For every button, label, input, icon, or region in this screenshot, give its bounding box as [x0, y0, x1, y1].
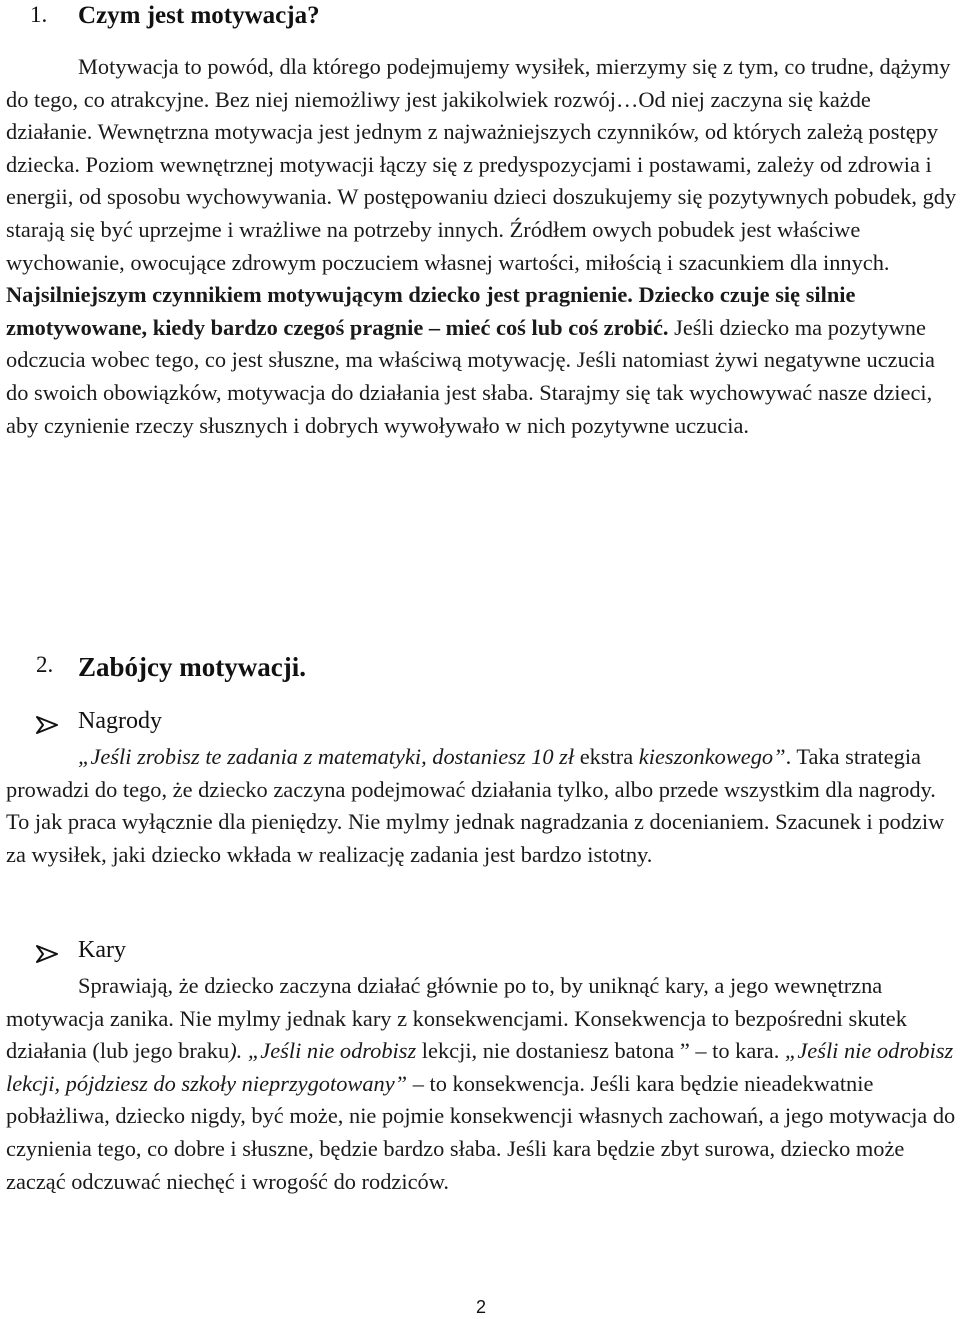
page-number: 2: [476, 1297, 487, 1317]
kary-text-1: Sprawiają, że dziecko zaczyna działać głównie po to, by uniknąć kary, a jego wewnętrzna motywacja zanika. Nie mylmy jednak kary z konsekwencjami. Konsekwencja to bezpośredni skutek działania (lub jego braku: [6, 973, 907, 1064]
arrowhead-bullet-icon: [36, 945, 58, 963]
section-1-number: 1.: [30, 2, 48, 27]
arrowhead-bullet-icon: [36, 716, 58, 734]
section-2-number: 2.: [36, 652, 54, 677]
kary-quote-1: ). „Jeśli nie odrobisz: [229, 1038, 417, 1064]
nagrody-paragraph: [6, 741, 960, 871]
section-2-title: Zabójcy motywacji.: [78, 652, 306, 682]
kary-text-2: lekcji, nie dostaniesz batona ” – to kara.: [416, 1038, 785, 1064]
kary-paragraph: [6, 970, 960, 1198]
kary-quote-2: „Jeśli nie odrobisz lekcji, pójdziesz do szkoły nieprzygotowany”: [6, 1038, 954, 1096]
nagrody-quote-mid: ekstra: [574, 744, 639, 769]
nagrody-text: . Taka strategia prowadzi do tego, że dziecko zaczyna podejmować działania tylko, albo przede wszystkim dla nagrody. To jak praca wyłącznie dla pieniędzy. Nie mylmy jednak nagradzania z docenianiem. Szacunek i podziw za wysiłek, jaki dziecko wkłada w realizację zadania jest bardzo istotny.: [6, 744, 945, 867]
section-1-text: Motywacja to powód, dla którego podejmujemy wysiłek, mierzymy się z tym, co trudne, dążymy do tego, co atrakcyjne. Bez niej niemożliwy jest jakikolwiek rozwój…Od niej zaczyna się każde działanie. Wewnętrzna motywacja jest jednym z najważniejszych czynników, od których zależą postępy dziecka. Poziom wewnętrznej motywacji łączy się z predyspozycjami i postawami, zależy od zdrowia i energii, od sposobu wychowywania. W postępowaniu dzieci doszukujemy się pozytywnych pobudek, gdy starają się być uprzejme i wrażliwe na potrzeby innych. Źródłem owych pobudek jest właściwe wychowanie, owocujące zdrowym poczuciem własnej wartości, miłością i szacunkiem dla innych.: [6, 54, 957, 275]
section-1-title: Czym jest motywacja?: [78, 2, 320, 29]
nagrody-quote: „Jeśli zrobisz te zadania z matematyki, dostaniesz 10 zł: [78, 744, 575, 769]
section-1-paragraph: [6, 51, 960, 442]
bullet-nagrody-label: Nagrody: [78, 708, 162, 734]
kary-text-3: – to konsekwencja. Jeśli kara będzie nieadekwatnie pobłażliwa, dziecko nigdy, być może, nie pojmie konsekwencji własnych zachowań, a jego motywacja do czynienia tego, co dobre i słuszne, będzie bardzo słaba. Jeśli kara będzie zbyt surowa, dziecko może zacząć odczuwać niechęć i wrogość do rodziców.: [6, 1070, 956, 1194]
section-1-text-end: Jeśli dziecko ma pozytywne odczucia wobec tego, co jest słuszne, ma właściwą motywację. Jeśli natomiast żywi negatywne uczucia do swoich obowiązków, motywacja do działania jest słaba. Starajmy się tak wychowywać nasze dzieci, aby czynienie rzeczy słusznych i dobrych wywoływało w nich pozytywne uczucia.: [6, 314, 935, 438]
bullet-kary-label: Kary: [78, 937, 126, 963]
nagrody-quote-end: kieszonkowego”: [638, 744, 786, 769]
section-1-bold-text: Najsilniejszym czynnikiem motywującym dziecko jest pragnienie. Dziecko czuje się silnie zmotywowane, kiedy bardzo czegoś pragnie – mieć coś lub coś zrobić.: [6, 282, 856, 340]
